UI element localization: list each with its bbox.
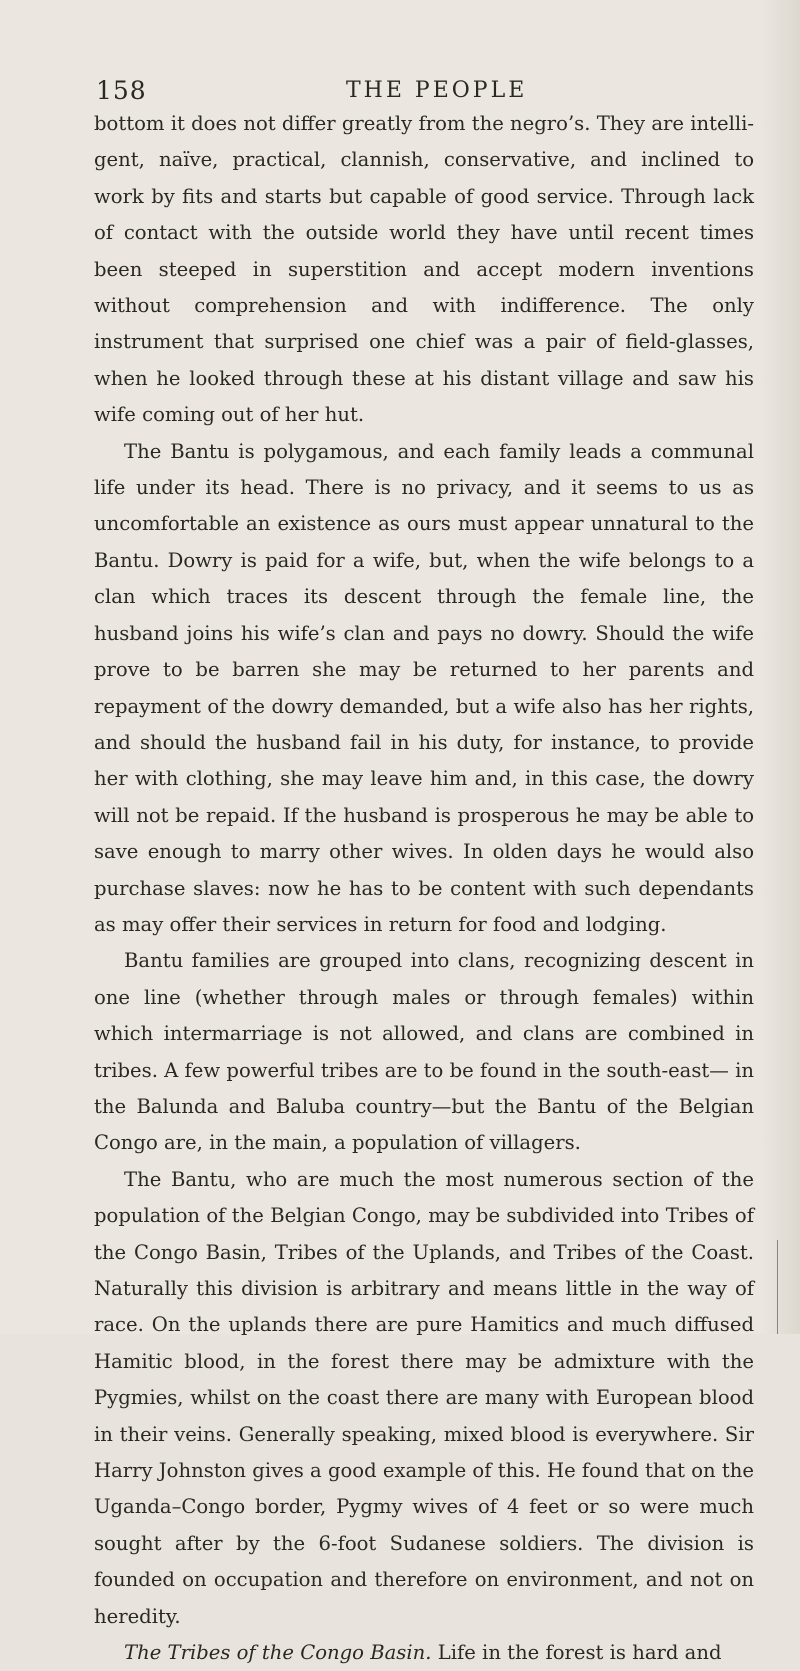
paragraph-5 bbox=[94, 1635, 754, 1671]
paragraph-5-text: Life in the forest is hard and bbox=[431, 1641, 722, 1665]
running-head: THE PEOPLE bbox=[346, 78, 528, 103]
page-header bbox=[96, 76, 716, 108]
page-edge-line bbox=[777, 1240, 778, 1334]
body-text bbox=[94, 106, 754, 1671]
paragraph-1: bottom it does not differ greatly from the negro’s. They are intelligent, naïve, practical, clannish, conservative, and inclined to work by fits and starts but capable of good service. Through lack of contact with the outside world they have until recent times been steeped in superstition and accept modern inventions without comprehension and with indifference. The only instrument that surprised one chief was a pair of field-glasses, when he looked through these at his distant village and saw his wife coming out of her hut. bbox=[94, 112, 754, 427]
paragraph-4: The Bantu, who are much the most numerous section of the population of the Belgian Congo, may be subdivided into Tribes of the Congo Basin, Tribes of the Uplands, and Tribes of the Coast. Naturally this division is arbitrary and means little in the way of race. On the uplands there are pure Hamitics and much diffused Hamitic blood, in the forest there may be admixture with the Pygmies, whilst on the coast there are many with European blood in their veins. Generally speaking, mixed blood is everywhere. Sir Harry Johnston gives a good example of this. He found that on the Uganda–Congo border, Pygmy wives of 4 feet or so were much sought after by the 6-foot Sudanese soldiers. The division is founded on occupation and therefore on environment, and not on heredity. bbox=[94, 1167, 754, 1628]
paragraph-2: The Bantu is polygamous, and each family leads a communal life under its head. There is no privacy, and it seems to us as uncomfortable an existence as ours must appear unnatural to the Bantu. Dowry is paid for a wife, but, when the wife belongs to a clan which traces its descent through the female line, the husband joins his wife’s clan and pays no dowry. Should the wife prove to be barren she may be returned to her parents and repayment of the dowry demanded, but a wife also has her rights, and should the husband fail in his duty, for instance, to provide her with clothing, she may leave him and, in this case, the dowry will not be repaid. If the husband is prosperous he may be able to save enough to marry other wives. In olden days he would also purchase slaves: now he has to be content with such dependants as may offer their services in return for food and lodging. bbox=[94, 439, 754, 936]
page-edge-shadow bbox=[760, 0, 800, 1334]
section-heading: The Tribes of the Congo Basin. bbox=[124, 1641, 432, 1665]
page-number: 158 bbox=[96, 76, 147, 105]
paragraph-3: Bantu families are grouped into clans, recognizing descent in one line (whether through males or through females) within which intermarriage is not allowed, and clans are combined in tribes. A few powerful tribes are to be found in the south-east— in the Balunda and Baluba country—but the Bantu of the Belgian Congo are, in the main, a population of villagers. bbox=[94, 949, 754, 1155]
